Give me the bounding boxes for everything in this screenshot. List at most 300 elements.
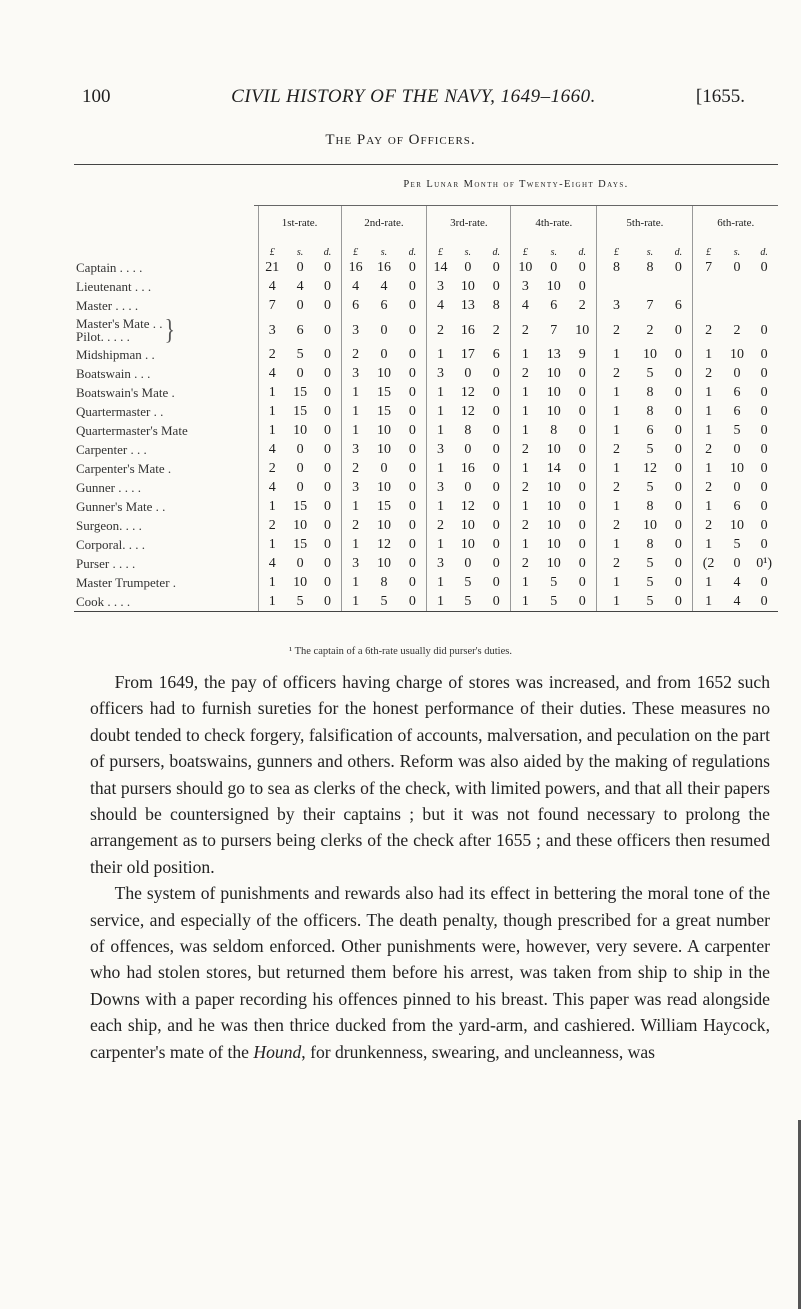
row-label: Cook . . . . xyxy=(76,593,131,609)
pay-cell: 0 xyxy=(578,460,586,476)
pay-cell: 8 xyxy=(646,384,654,400)
pay-cell: 0 xyxy=(674,422,682,438)
pay-cell: 4 xyxy=(733,593,741,609)
pay-cell: 0 xyxy=(578,536,586,552)
unit-label: £ xyxy=(693,240,724,258)
pay-cell: 0 xyxy=(578,365,586,381)
pay-cell: 0 xyxy=(492,278,500,294)
pay-cell: 0 xyxy=(408,346,416,362)
pay-cell: 0 xyxy=(674,517,682,533)
pay-cell: 1 xyxy=(597,383,636,402)
pay-cell: 0 xyxy=(408,574,416,590)
pay-cell: 0 xyxy=(492,536,500,552)
pay-cell: 7 xyxy=(693,258,724,277)
pay-cell: 2 xyxy=(427,315,454,345)
pay-cell: 10 xyxy=(546,441,561,457)
pay-cell: 4 xyxy=(258,364,286,383)
pay-cell: 0 xyxy=(760,346,768,362)
row-label: Midshipman . . xyxy=(76,346,155,362)
row-label: Master Trumpeter . xyxy=(76,574,177,590)
pay-cell: 0 xyxy=(578,403,586,419)
pay-cell: 0 xyxy=(760,365,768,381)
pay-cell: 1 xyxy=(511,573,540,592)
pay-cell: 10 xyxy=(293,517,308,533)
pay-cell: 10 xyxy=(293,422,308,438)
pay-cell: 6 xyxy=(733,498,741,514)
pay-cell: 0 xyxy=(323,593,331,609)
pay-cell: 10 xyxy=(546,278,561,294)
pay-cell: 8 xyxy=(550,422,558,438)
table-row xyxy=(74,497,778,516)
pay-cell: 0 xyxy=(323,297,331,313)
pay-cell: 12 xyxy=(376,536,391,552)
pay-cell: 2 xyxy=(597,478,636,497)
pay-cell xyxy=(664,277,693,296)
pay-cell: 10 xyxy=(460,536,475,552)
pay-cell: 1 xyxy=(258,421,286,440)
pay-cell: 0 xyxy=(760,384,768,400)
pay-cell: 2 xyxy=(693,315,724,345)
pay-cell: 0 xyxy=(760,259,768,275)
pay-cell: 0 xyxy=(578,574,586,590)
pay-cell: 2 xyxy=(578,297,586,313)
pay-cell: 0 xyxy=(760,536,768,552)
pay-cell: 1 xyxy=(597,573,636,592)
pay-cell: 8 xyxy=(464,422,472,438)
pay-cell: 0 xyxy=(296,460,304,476)
pay-cell: 0 xyxy=(733,365,741,381)
pay-cell: 10 xyxy=(729,346,744,362)
pay-cell: 0 xyxy=(578,422,586,438)
pay-cell: 0 xyxy=(464,365,472,381)
pay-cell: 1 xyxy=(427,402,454,421)
pay-cell: 0 xyxy=(578,259,586,275)
unit-label: d. xyxy=(408,247,417,258)
pay-cell: 0 xyxy=(408,517,416,533)
pay-cell: 3 xyxy=(427,440,454,459)
pay-cell: 2 xyxy=(597,440,636,459)
pay-cell: 1 xyxy=(511,383,540,402)
pay-cell: 0 xyxy=(408,422,416,438)
pay-cell: 1 xyxy=(427,592,454,611)
pay-cell: 0 xyxy=(492,441,500,457)
pay-cell: 3 xyxy=(597,296,636,315)
pay-cell: 5 xyxy=(646,593,654,609)
pay-cell: 5 xyxy=(646,365,654,381)
pay-cell: 1 xyxy=(341,402,370,421)
pay-cell: 3 xyxy=(511,277,540,296)
footnote: ¹ The captain of a 6th-rate usually did purser's duties. xyxy=(289,646,512,657)
pay-cell: 2 xyxy=(341,345,370,364)
pay-cell: 1 xyxy=(258,497,286,516)
pay-cell: 1 xyxy=(511,459,540,478)
pay-cell: 0 xyxy=(408,536,416,552)
pay-cell: 8 xyxy=(597,258,636,277)
pay-cell: 0 xyxy=(323,498,331,514)
pay-cell: 3 xyxy=(341,440,370,459)
pay-table xyxy=(74,164,778,612)
pay-cell: 2 xyxy=(597,554,636,573)
pay-cell: 1 xyxy=(511,402,540,421)
pay-cell: 5 xyxy=(380,593,388,609)
pay-cell: 0 xyxy=(674,593,682,609)
table-row xyxy=(74,554,778,573)
pay-cell: 0 xyxy=(408,278,416,294)
pay-cell: 2 xyxy=(597,315,636,345)
pay-cell: 0 xyxy=(408,460,416,476)
pay-cell: 3 xyxy=(427,554,454,573)
pay-cell: 0 xyxy=(380,460,388,476)
pay-cell: 10 xyxy=(546,365,561,381)
pay-cell: 2 xyxy=(646,322,654,338)
pay-cell: 0 xyxy=(760,322,768,338)
pay-cell: 1 xyxy=(258,535,286,554)
pay-cell: 0 xyxy=(492,259,500,275)
pay-cell: 2 xyxy=(511,478,540,497)
pay-cell: 6 xyxy=(646,422,654,438)
pay-cell: 4 xyxy=(296,278,304,294)
rate-header-1: 1st-rate. xyxy=(258,206,341,240)
pay-cell: 0 xyxy=(492,460,500,476)
corner-cell xyxy=(74,240,258,258)
pay-cell: 0 xyxy=(578,517,586,533)
pay-cell: 1 xyxy=(511,592,540,611)
pay-cell: 2 xyxy=(258,345,286,364)
pay-cell: 10 xyxy=(642,517,657,533)
pay-cell: 1 xyxy=(693,383,724,402)
pay-cell: 1 xyxy=(341,592,370,611)
pay-cell: 0 xyxy=(408,441,416,457)
pay-cell: 0 xyxy=(492,384,500,400)
pay-cell: 0 xyxy=(296,555,304,571)
pay-cell: 0 xyxy=(408,384,416,400)
pay-cell: 0 xyxy=(492,555,500,571)
pay-cell: 0 xyxy=(760,460,768,476)
table-row xyxy=(74,383,778,402)
pay-cell: 0 xyxy=(492,479,500,495)
unit-label: £ xyxy=(427,240,454,258)
pay-cell: 10 xyxy=(376,479,391,495)
unit-label: s. xyxy=(296,247,304,258)
table-row xyxy=(74,573,778,592)
pay-cell: 0 xyxy=(733,555,741,571)
pay-cell: 2 xyxy=(693,440,724,459)
pay-cell: 2 xyxy=(511,315,540,345)
unit-label: s. xyxy=(464,247,472,258)
pay-cell: 1 xyxy=(597,402,636,421)
pay-cell: 0 xyxy=(578,555,586,571)
pay-cell: 1 xyxy=(511,535,540,554)
pay-cell: 0 xyxy=(578,593,586,609)
table-row xyxy=(74,402,778,421)
pay-cell: 0 xyxy=(323,555,331,571)
pay-cell: 6 xyxy=(380,297,388,313)
table-row xyxy=(74,592,778,611)
pay-cell: 10 xyxy=(546,479,561,495)
pay-cell: 16 xyxy=(460,322,475,338)
pay-cell: 0 xyxy=(674,365,682,381)
pay-cell: 0 xyxy=(760,498,768,514)
pay-cell: 15 xyxy=(376,498,391,514)
pay-cell: 10 xyxy=(729,460,744,476)
paragraph-2-text: The system of punishments and rewards also had its effect in bettering the moral tone of the service, and especially of the officers. The death penalty, though prescribed for a great number of offences, was seldom enforced. Other punishments were, however, very severe. A carpenter who had stolen stores, but returned them before his arrest, was taken from ship to ship in the Downs with a paper recording his offences pinned to his breast. This paper was read alongside each ship, and he was then thrice ducked from the yard-arm, and cashiered. William Haycock, carpenter's mate of the xyxy=(90,883,770,1062)
pay-cell: 6 xyxy=(733,384,741,400)
table-bottom-rule xyxy=(74,611,778,612)
pay-cell: 5 xyxy=(646,479,654,495)
pay-cell: 0 xyxy=(578,384,586,400)
pay-cell: 0 xyxy=(674,555,682,571)
pay-cell: 0 xyxy=(323,346,331,362)
pay-cell: 1 xyxy=(511,345,540,364)
paragraph-2 xyxy=(90,880,770,1065)
pay-cell: 5 xyxy=(646,555,654,571)
pay-cell xyxy=(724,277,751,296)
pay-cell: 1 xyxy=(693,535,724,554)
pay-cell: 0 xyxy=(578,441,586,457)
unit-label: d. xyxy=(492,247,500,258)
row-label-lines xyxy=(76,317,162,343)
pay-cell: 8 xyxy=(646,403,654,419)
pay-cell: 1 xyxy=(341,535,370,554)
pay-cell: 0 xyxy=(323,460,331,476)
pay-cell: 2 xyxy=(427,516,454,535)
pay-cell: 0 xyxy=(323,536,331,552)
pay-cell xyxy=(636,277,665,296)
table-row xyxy=(74,421,778,440)
pay-cell: 5 xyxy=(733,536,741,552)
row-label: Carpenter's Mate . xyxy=(76,460,172,476)
unit-label: £ xyxy=(597,240,636,258)
pay-cell: 0 xyxy=(296,479,304,495)
pay-cell: 5 xyxy=(296,593,304,609)
pay-cell: 0 xyxy=(408,365,416,381)
pay-cell: 0 xyxy=(674,384,682,400)
paragraph-2-tail: , for drunkenness, swearing, and uncleanness, was xyxy=(301,1041,656,1062)
pay-cell: 0 xyxy=(323,384,331,400)
row-label: Purser . . . . xyxy=(76,555,136,571)
pay-cell: 0 xyxy=(674,536,682,552)
page-number: 100 xyxy=(82,86,111,107)
pay-cell: 4 xyxy=(258,478,286,497)
pay-cell: 1 xyxy=(511,497,540,516)
pay-cell: 2 xyxy=(693,516,724,535)
pay-cell: 4 xyxy=(511,296,540,315)
pay-cell: 15 xyxy=(293,498,308,514)
pay-cell: 8 xyxy=(646,259,654,275)
running-title: CIVIL HISTORY OF THE NAVY, 1649–1660. xyxy=(231,86,596,107)
pay-cell: 1 xyxy=(341,573,370,592)
brace-icon: } xyxy=(164,313,176,346)
pay-cell: 0 xyxy=(408,322,416,338)
pay-cell xyxy=(724,296,751,315)
pay-cell: 0 xyxy=(674,346,682,362)
pay-cell: 6 xyxy=(550,297,558,313)
pay-cell: 0 xyxy=(408,403,416,419)
row-label: Lieutenant . . . xyxy=(76,278,152,294)
rate-header-2: 2nd-rate. xyxy=(341,206,427,240)
unit-label: d. xyxy=(674,247,683,258)
pay-cell: 0 xyxy=(578,278,586,294)
pay-cell: 6 xyxy=(733,403,741,419)
pay-cell: 17 xyxy=(460,346,475,362)
pay-cell: 10 xyxy=(642,346,657,362)
ship-name: Hound xyxy=(253,1041,302,1062)
pay-cell: 0 xyxy=(296,365,304,381)
table-row xyxy=(74,478,778,497)
pay-cell: 0 xyxy=(760,517,768,533)
pay-cell: 1 xyxy=(258,592,286,611)
pay-cell: 1 xyxy=(693,421,724,440)
pay-cell: 0 xyxy=(760,574,768,590)
pay-cell: 0¹) xyxy=(756,555,773,571)
pay-cell: 14 xyxy=(427,258,454,277)
pay-cell: 0 xyxy=(408,498,416,514)
pay-cell: 0 xyxy=(323,322,331,338)
pay-cell: 1 xyxy=(258,383,286,402)
unit-label: d. xyxy=(323,247,332,258)
pay-cell: 15 xyxy=(376,384,391,400)
pay-cell: 2 xyxy=(511,440,540,459)
pay-cell: (2 xyxy=(693,554,724,573)
pay-cell: 0 xyxy=(578,479,586,495)
pay-cell: 0 xyxy=(323,517,331,533)
pay-cell: 4 xyxy=(258,440,286,459)
pay-cell: 10 xyxy=(376,555,391,571)
pay-cell: 0 xyxy=(492,422,500,438)
pay-cell: 0 xyxy=(492,498,500,514)
table-row xyxy=(74,296,778,315)
pay-cell: 1 xyxy=(258,573,286,592)
pay-cell: 10 xyxy=(376,441,391,457)
pay-cell: 3 xyxy=(341,315,370,345)
pay-cell: 2 xyxy=(597,364,636,383)
unit-label: d. xyxy=(578,247,586,258)
pay-cell: 3 xyxy=(427,364,454,383)
pay-cell: 0 xyxy=(408,593,416,609)
unit-label: s. xyxy=(646,247,654,258)
pay-cell: 5 xyxy=(550,574,558,590)
row-label: Master . . . . xyxy=(76,297,139,313)
pay-cell: 0 xyxy=(760,403,768,419)
pay-cell: 9 xyxy=(578,346,586,362)
unit-label: £ xyxy=(258,240,286,258)
unit-label: s. xyxy=(550,247,557,258)
row-label: Carpenter . . . xyxy=(76,441,147,457)
row-label: Corporal. . . . xyxy=(76,536,145,552)
pay-cell: 0 xyxy=(464,555,472,571)
pay-cell: 5 xyxy=(550,593,558,609)
rate-header-4: 4th-rate. xyxy=(511,206,597,240)
pay-cell: 0 xyxy=(464,479,472,495)
pay-cell: 2 xyxy=(258,516,286,535)
row-label: Boatswain's Mate . xyxy=(76,384,175,400)
pay-cell: 1 xyxy=(597,592,636,611)
unit-label: s. xyxy=(380,247,388,258)
pay-cell: 1 xyxy=(693,459,724,478)
row-label: Gunner's Mate . . xyxy=(76,498,166,514)
pay-cell: 12 xyxy=(460,403,475,419)
pay-cell: 2 xyxy=(492,322,500,338)
pay-cell: 5 xyxy=(733,422,741,438)
pay-cell: 0 xyxy=(408,479,416,495)
pay-cell: 10 xyxy=(729,517,744,533)
unit-label: £ xyxy=(341,240,370,258)
pay-cell: 1 xyxy=(693,345,724,364)
pay-cell: 0 xyxy=(492,365,500,381)
unit-label: £ xyxy=(511,240,540,258)
rate-header-row xyxy=(74,206,778,240)
pay-cell: 0 xyxy=(296,259,304,275)
pay-cell: 6 xyxy=(341,296,370,315)
row-label: Quartermaster . . xyxy=(76,403,164,419)
pay-cell: 1 xyxy=(341,421,370,440)
pay-cell: 0 xyxy=(380,346,388,362)
row-label: Captain . . . . xyxy=(76,259,143,275)
pay-cell: 15 xyxy=(293,384,308,400)
pay-cell: 10 xyxy=(376,365,391,381)
pay-cell: 12 xyxy=(642,460,657,476)
pay-cell: 5 xyxy=(464,574,472,590)
pay-cell xyxy=(693,277,724,296)
pay-cell: 3 xyxy=(341,478,370,497)
corner-cell xyxy=(74,206,258,240)
pay-cell: 10 xyxy=(460,517,475,533)
pay-cell: 1 xyxy=(597,345,636,364)
pay-cell: 1 xyxy=(597,421,636,440)
pay-cell xyxy=(750,277,778,296)
pay-cell: 3 xyxy=(258,315,286,345)
pay-cell: 1 xyxy=(427,497,454,516)
table-row xyxy=(74,440,778,459)
pay-cell: 5 xyxy=(646,441,654,457)
pay-cell: 10 xyxy=(376,517,391,533)
pay-cell: 0 xyxy=(323,403,331,419)
pay-cell: 0 xyxy=(323,422,331,438)
pay-cell: 1 xyxy=(427,573,454,592)
pay-cell: 10 xyxy=(293,574,308,590)
pay-cell: 0 xyxy=(492,593,500,609)
row-label: Quartermaster's Mate xyxy=(76,422,188,438)
pay-cell: 1 xyxy=(597,497,636,516)
pay-cell: 4 xyxy=(341,277,370,296)
pay-cell: 16 xyxy=(341,258,370,277)
pay-cell: 0 xyxy=(760,479,768,495)
unit-header-row xyxy=(74,240,778,258)
pay-cell: 0 xyxy=(408,259,416,275)
body-text xyxy=(90,669,770,1065)
pay-cell: 1 xyxy=(427,345,454,364)
pay-cell: 8 xyxy=(646,498,654,514)
pay-cell: 0 xyxy=(674,479,682,495)
pay-cell: 0 xyxy=(492,574,500,590)
pay-cell: 10 xyxy=(460,278,475,294)
pay-cell: 5 xyxy=(296,346,304,362)
pay-cell: 0 xyxy=(323,365,331,381)
pay-cell: 2 xyxy=(693,478,724,497)
pay-cell: 0 xyxy=(464,441,472,457)
pay-cell: 0 xyxy=(550,259,558,275)
pay-cell xyxy=(693,296,724,315)
pay-cell xyxy=(750,296,778,315)
pay-cell: 14 xyxy=(546,460,561,476)
running-year: [1655. xyxy=(695,86,745,107)
pay-cell: 1 xyxy=(427,535,454,554)
pay-cell: 2 xyxy=(511,516,540,535)
row-label xyxy=(74,315,258,345)
unit-label: s. xyxy=(733,247,741,258)
pay-cell: 1 xyxy=(597,459,636,478)
row-label: Boatswain . . . xyxy=(76,365,151,381)
